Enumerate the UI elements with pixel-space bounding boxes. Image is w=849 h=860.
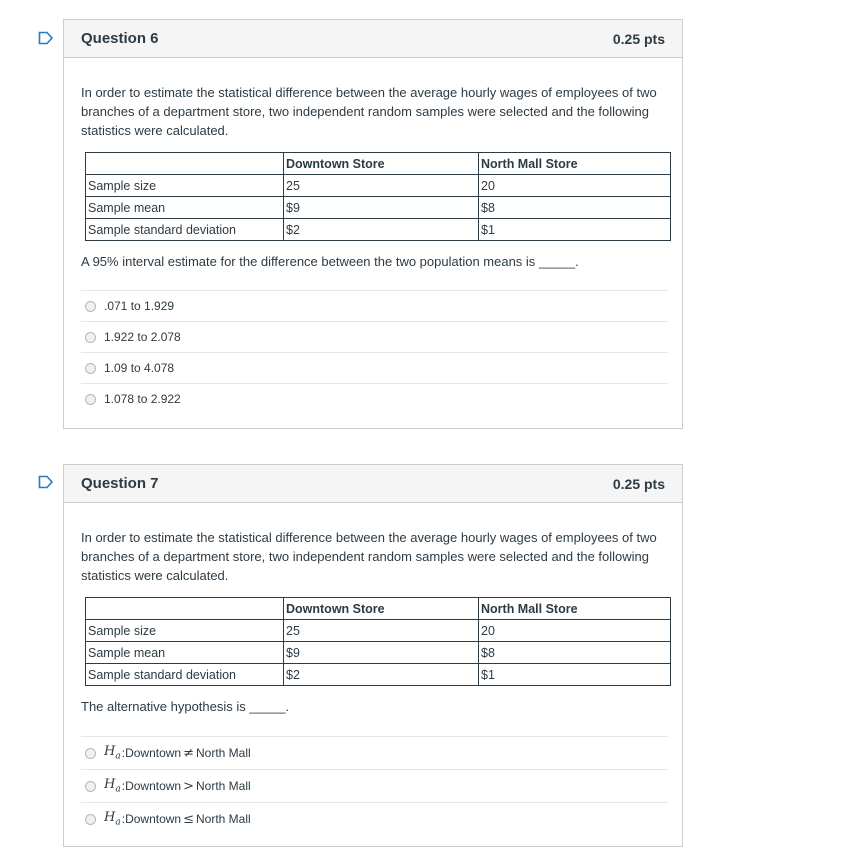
- separator: :: [121, 779, 126, 793]
- question-text: In order to estimate the statistical difference between the average hourly wages of employees of two branches of a department store, two independent random samples were selected and the following statistics were calculated.: [81, 530, 657, 583]
- answer-label: 1.09 to 4.078: [104, 361, 175, 375]
- hypothesis-symbol: $H_a$: [104, 810, 121, 828]
- table-cell: Sample size: [86, 175, 284, 197]
- table-header-cell: Downtown Store: [284, 598, 479, 620]
- table-cell: $1: [479, 219, 671, 241]
- question-title: Question 7: [81, 475, 159, 492]
- answer-right: North Mall: [196, 812, 251, 826]
- table-header-cell: Downtown Store: [284, 153, 479, 175]
- answer-left: Downtown: [125, 812, 182, 826]
- radio-button[interactable]: [85, 748, 96, 759]
- table-cell: $8: [479, 197, 671, 219]
- answer-label: 1.078 to 2.922: [104, 392, 181, 406]
- table-header-row: [86, 598, 671, 620]
- table-header-row: [86, 153, 671, 175]
- question-header: [64, 465, 682, 503]
- table-row: [86, 175, 671, 197]
- table-row: [86, 664, 671, 686]
- answer-label: .071 to 1.929: [104, 299, 175, 313]
- table-header-cell: North Mall Store: [479, 598, 671, 620]
- table-cell: 20: [479, 620, 671, 642]
- hypothesis-symbol: $H_a$: [104, 744, 121, 762]
- relation-symbol: ≠: [183, 745, 194, 761]
- question-header: [64, 20, 682, 58]
- question-points: 0.25 pts: [612, 30, 665, 47]
- table-cell: $2: [284, 219, 479, 241]
- table-row: [86, 642, 671, 664]
- answer-option[interactable]: [81, 321, 668, 352]
- question-prompt: The alternative hypothesis is _____.: [81, 699, 290, 714]
- table-cell: $1: [479, 664, 671, 686]
- answer-option[interactable]: [81, 383, 668, 414]
- radio-button[interactable]: [85, 363, 96, 374]
- table-cell: Sample mean: [86, 642, 284, 664]
- answer-right: North Mall: [196, 746, 251, 760]
- answer-option[interactable]: [81, 290, 668, 321]
- question-points: 0.25 pts: [612, 475, 665, 492]
- question-prompt: A 95% interval estimate for the difference between the two population means is _____.: [81, 254, 579, 269]
- relation-symbol: ≤: [183, 811, 194, 827]
- question-7-card: [63, 464, 683, 847]
- table-cell: $8: [479, 642, 671, 664]
- table-cell: 25: [284, 175, 479, 197]
- table-cell: 20: [479, 175, 671, 197]
- table-cell: $9: [284, 197, 479, 219]
- table-row: [86, 219, 671, 241]
- answer-option[interactable]: [81, 769, 668, 802]
- table-cell: Sample standard deviation: [86, 664, 284, 686]
- answer-option[interactable]: [81, 736, 668, 769]
- separator: :: [121, 746, 126, 760]
- radio-button[interactable]: [85, 814, 96, 825]
- statistics-table: [85, 597, 671, 686]
- table-cell: Sample standard deviation: [86, 219, 284, 241]
- table-cell: 25: [284, 620, 479, 642]
- question-title: Question 6: [81, 30, 159, 47]
- flag-question-icon[interactable]: [38, 31, 54, 45]
- table-cell: $9: [284, 642, 479, 664]
- table-row: [86, 197, 671, 219]
- flag-question-icon[interactable]: [38, 475, 54, 489]
- statistics-table: [85, 152, 671, 241]
- answer-label: 1.922 to 2.078: [104, 330, 181, 344]
- table-header-cell: [86, 598, 284, 620]
- question-text: In order to estimate the statistical difference between the average hourly wages of employees of two branches of a department store, two independent random samples were selected and the following statistics were calculated.: [81, 85, 657, 138]
- table-header-cell: [86, 153, 284, 175]
- radio-button[interactable]: [85, 781, 96, 792]
- radio-button[interactable]: [85, 301, 96, 312]
- answer-left: Downtown: [125, 779, 182, 793]
- hypothesis-symbol: $H_a$: [104, 777, 121, 795]
- separator: :: [121, 812, 126, 826]
- table-row: [86, 620, 671, 642]
- table-cell: $2: [284, 664, 479, 686]
- table-cell: Sample mean: [86, 197, 284, 219]
- answer-list: [81, 736, 668, 835]
- answer-left: Downtown: [125, 746, 182, 760]
- answer-list: [81, 290, 668, 414]
- answer-option[interactable]: [81, 352, 668, 383]
- radio-button[interactable]: [85, 332, 96, 343]
- question-6-card: [63, 19, 683, 429]
- answer-right: North Mall: [196, 779, 251, 793]
- radio-button[interactable]: [85, 394, 96, 405]
- table-cell: Sample size: [86, 620, 284, 642]
- relation-symbol: >: [183, 778, 194, 794]
- table-header-cell: North Mall Store: [479, 153, 671, 175]
- answer-option[interactable]: [81, 802, 668, 835]
